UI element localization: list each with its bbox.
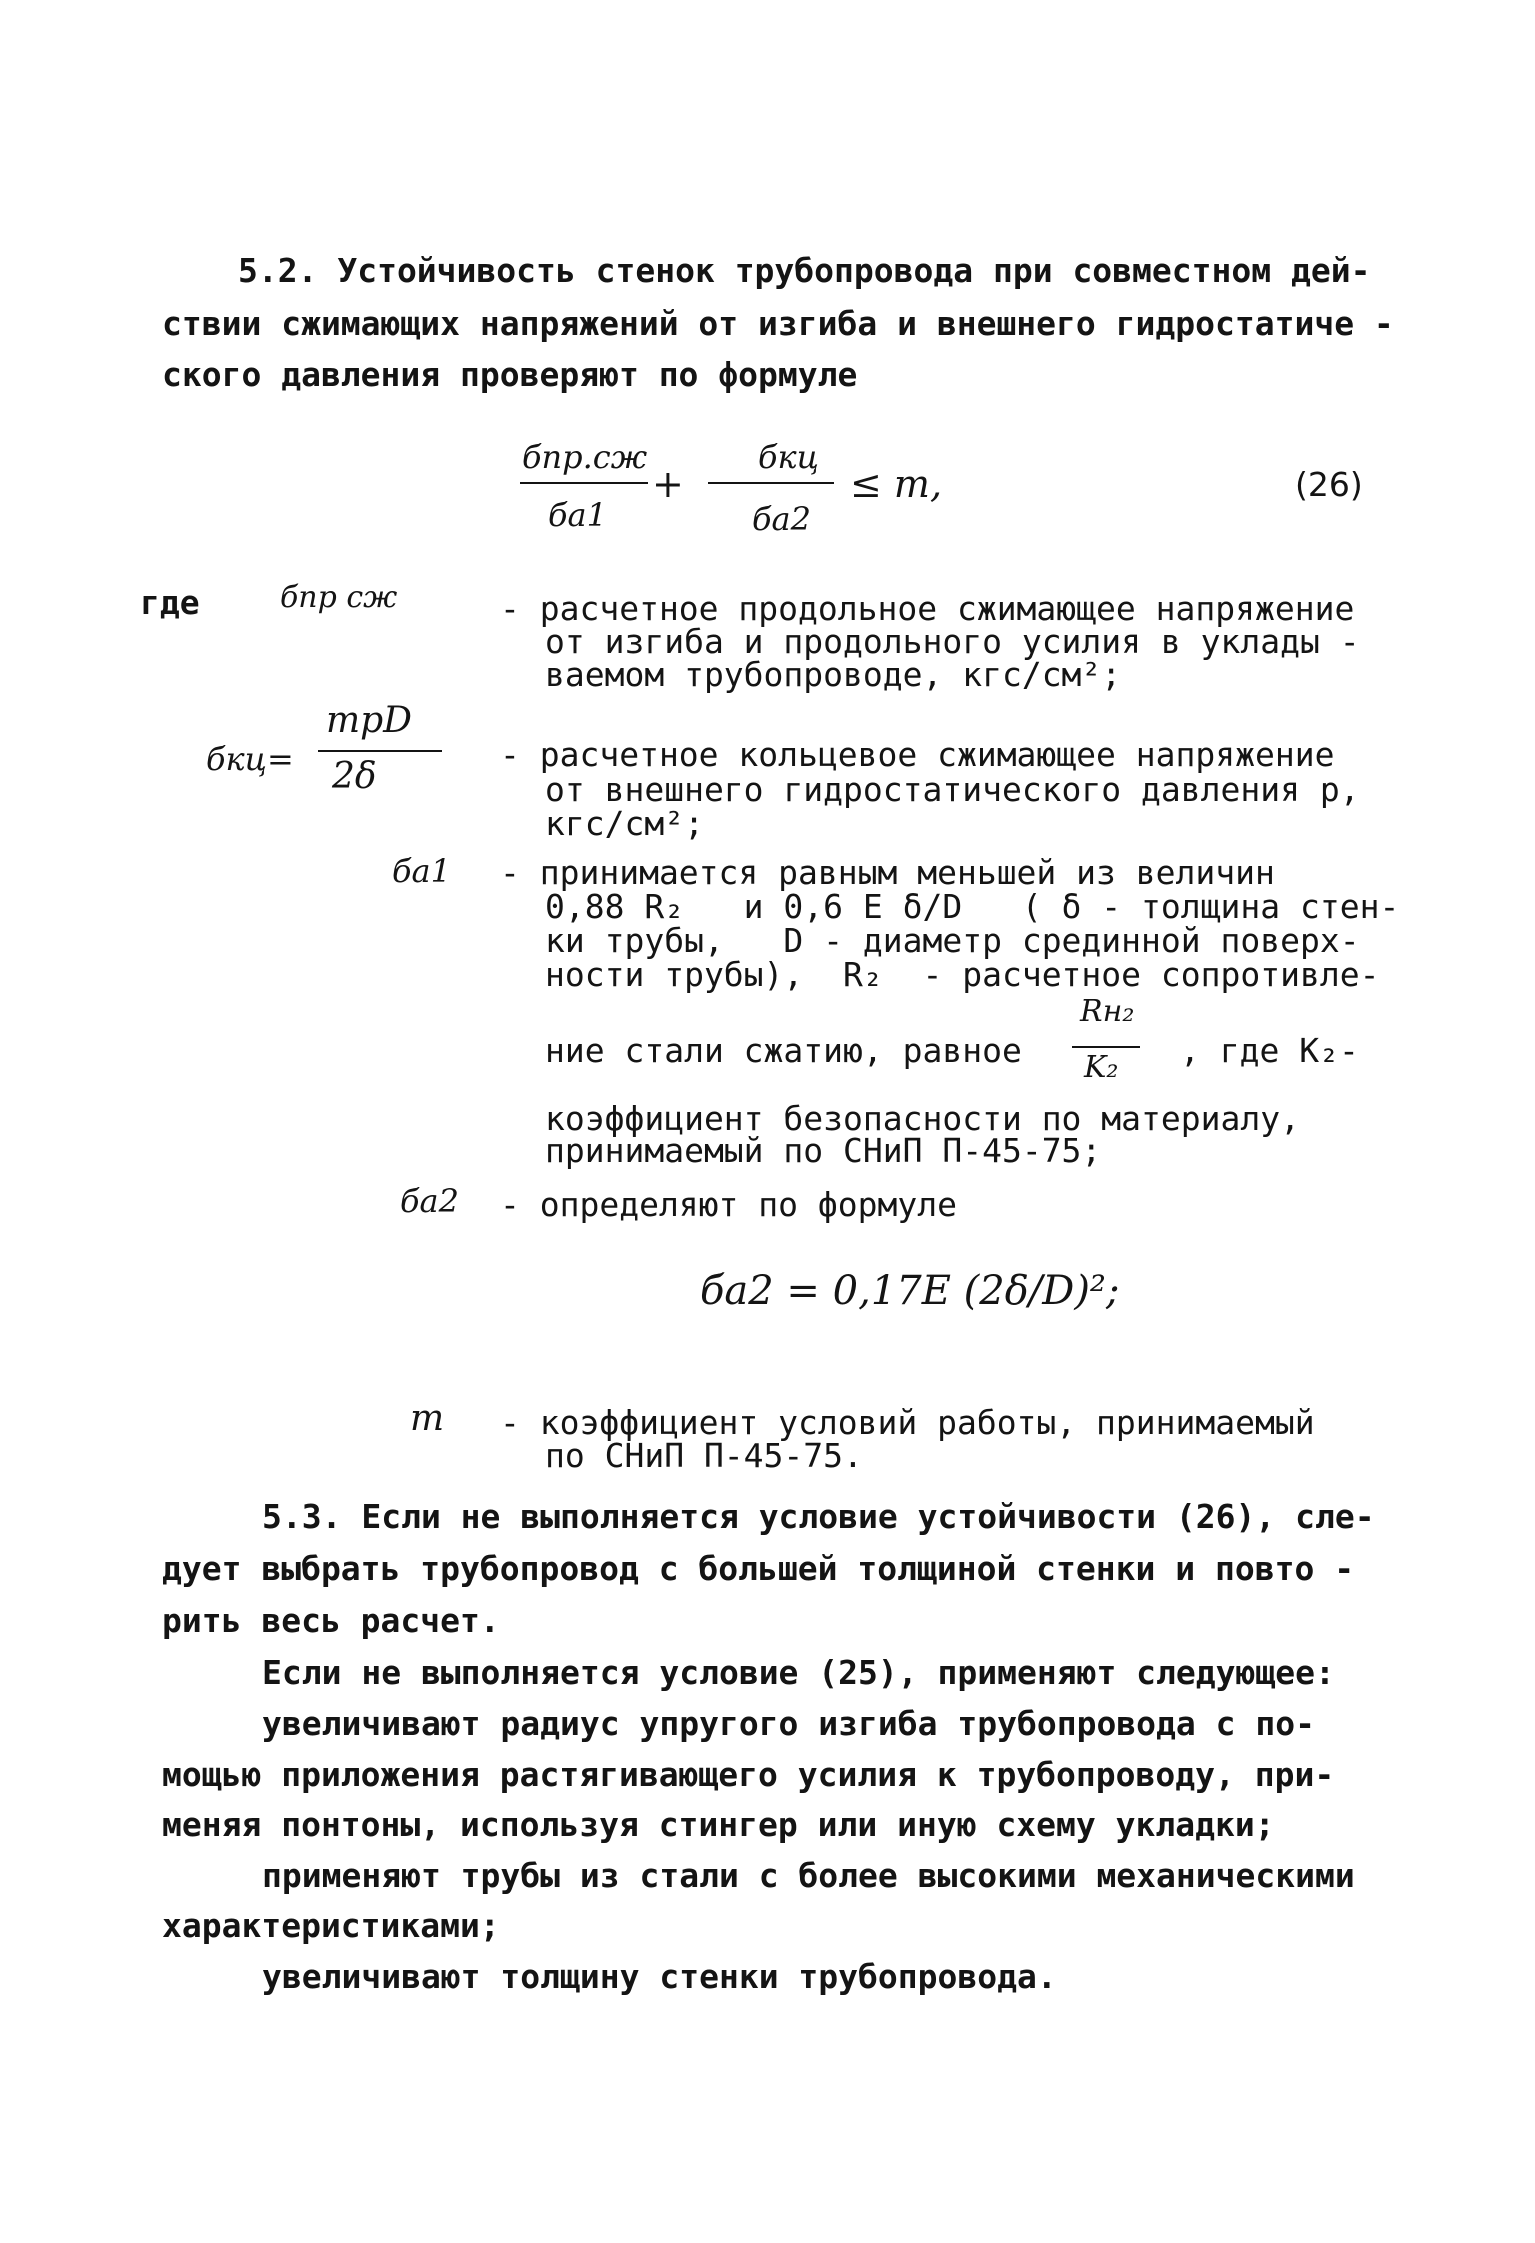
sym-sigma-kc-bar bbox=[318, 750, 442, 752]
def-3-frac-bar bbox=[1072, 1046, 1140, 1048]
def-3-frac-num: Rн₂ bbox=[1080, 994, 1135, 1029]
formula-number: (26) bbox=[1295, 465, 1363, 504]
measure-1-line3: меняя понтоны, используя стингер или иную схему укладки; bbox=[162, 1805, 1275, 1844]
def-5-line1: - коэффициент условий работы, принимаемый bbox=[500, 1403, 1315, 1442]
def-3-line3: ки трубы, D - диаметр срединной поверх- bbox=[545, 921, 1360, 960]
def-5-line2: по СНиП П-45-75. bbox=[545, 1436, 863, 1475]
formula-26-num1: бпр.сж bbox=[522, 438, 648, 476]
formula-26-num2: бкц bbox=[758, 438, 819, 476]
sym-sigma-pr-sj: бпр сж bbox=[280, 580, 398, 615]
def-3-line5a: ние стали сжатию, равное bbox=[545, 1031, 1022, 1070]
measure-1-line1: увеличивают радиус упругого изгиба трубопровода с по- bbox=[262, 1704, 1315, 1743]
def-3-line7: принимаемый по СНиП П-45-75; bbox=[545, 1131, 1102, 1170]
measure-2-line2: характеристиками; bbox=[162, 1906, 500, 1945]
formula-26-den2: бa2 bbox=[752, 500, 811, 538]
where-label: где bbox=[140, 583, 200, 622]
formula-26-bar1 bbox=[520, 482, 648, 484]
sym-m: m bbox=[410, 1398, 445, 1439]
para-5-2-line3: ского давления проверяют по формуле bbox=[162, 355, 858, 394]
sym-sigma-kc-num: mpD bbox=[326, 700, 413, 741]
para-5-2-line2: ствии сжимающих напряжений от изгиба и внешнего гидростатиче - bbox=[162, 304, 1394, 343]
formula-26-den1: бa1 bbox=[548, 496, 607, 534]
para-5-2-line1: 5.2. Устойчивость стенок трубопровода при совместном дей- bbox=[238, 251, 1371, 290]
formula-26-rel: ≤ m, bbox=[850, 462, 943, 506]
def-2-line3: кгс/см²; bbox=[545, 804, 704, 843]
def-3-line1: - принимается равным меньшей из величин bbox=[500, 853, 1275, 892]
def-4-line1: - определяют по формуле bbox=[500, 1185, 957, 1224]
def-3-line6: коэффициент безопасности по материалу, bbox=[545, 1099, 1300, 1138]
def-1-line1: - расчетное продольное сжимающее напряжение bbox=[500, 589, 1355, 628]
sym-sigma-kc-den: 2δ bbox=[332, 756, 377, 797]
sym-sigma-a1: бa1 bbox=[392, 852, 451, 890]
def-2-line1: - расчетное кольцевое сжимающее напряжение bbox=[500, 735, 1335, 774]
def-1-line3: ваемом трубопроводе, кгс/см²; bbox=[545, 655, 1122, 694]
para-5-3-line2: дует выбрать трубопровод с большей толщиной стенки и повто - bbox=[162, 1549, 1355, 1588]
formula-sigma-a2: бa2 = 0,17E (2δ/D)²; bbox=[700, 1268, 1120, 1314]
measure-3: увеличивают толщину стенки трубопровода. bbox=[262, 1957, 1057, 1996]
measures-intro: Если не выполняется условие (25), применяют следующее: bbox=[262, 1653, 1335, 1692]
def-3-line5b: , где K₂- bbox=[1180, 1031, 1359, 1070]
def-1-line2: от изгиба и продольного усилия в уклады - bbox=[545, 622, 1360, 661]
para-5-3-line1: 5.3. Если не выполняется условие устойчивости (26), сле- bbox=[262, 1497, 1375, 1536]
def-2-line2: от внешнего гидростатического давления p, bbox=[545, 770, 1360, 809]
measure-2-line1: применяют трубы из стали с более высокими механическими bbox=[262, 1856, 1355, 1895]
formula-26-bar2 bbox=[708, 482, 834, 484]
sym-sigma-kc-lhs: бкц= bbox=[206, 740, 294, 778]
para-5-3-line3: рить весь расчет. bbox=[162, 1601, 500, 1640]
sym-sigma-a2: бa2 bbox=[400, 1182, 459, 1220]
def-3-frac-den: K₂ bbox=[1084, 1050, 1119, 1085]
def-3-line4: ности трубы), R₂ - расчетное сопротивле- bbox=[545, 955, 1380, 994]
def-3-line2: 0,88 R₂ и 0,6 E δ/D ( δ - толщина стен- bbox=[545, 887, 1400, 926]
formula-26-plus: + bbox=[652, 462, 684, 506]
measure-1-line2: мощью приложения растягивающего усилия к трубопроводу, при- bbox=[162, 1755, 1335, 1794]
